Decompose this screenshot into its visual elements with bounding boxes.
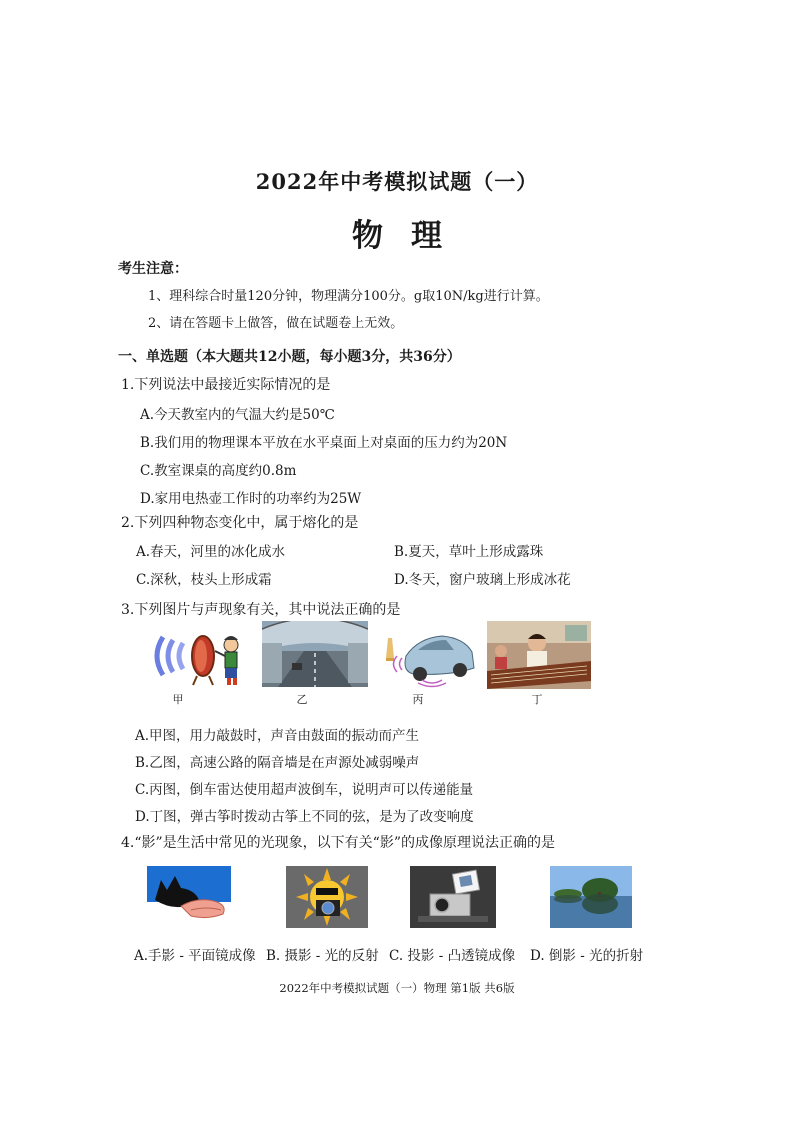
exam-title: 2022年中考模拟试题（一） — [255, 169, 539, 194]
notice-item-2: 2、请在答题卡上做答，做在试题卷上无效。 — [148, 316, 404, 331]
notice-heading: 考生注意： — [118, 261, 188, 277]
notice-item-1: 1、理科综合时量120分钟，物理满分100分。g取10N/kg进行计算。 — [148, 289, 549, 304]
question-2-stem: 2.下列四种物态变化中，属于熔化的是 — [121, 515, 359, 531]
parking-radar-picture — [380, 628, 478, 688]
q1-option-b: B.我们用的物理课本平放在水平桌面上对桌面的压力约为20N — [140, 435, 508, 451]
q4-option-a: A.手影 - 平面镜成像 — [134, 948, 256, 964]
caption-jia: 甲 — [172, 693, 184, 706]
q4-option-b: B. 摄影 - 光的反射 — [266, 948, 379, 964]
q1-option-c: C.教室课桌的高度约0.8m — [140, 463, 297, 479]
drum-picture — [145, 625, 250, 687]
q4-option-d: D. 倒影 - 光的折射 — [530, 948, 644, 964]
projector-picture — [410, 866, 496, 928]
q4-option-c: C. 投影 - 凸透镜成像 — [389, 948, 516, 964]
caption-ding: 丁 — [531, 693, 543, 706]
hand-shadow-picture — [147, 866, 231, 926]
q2-option-a: A.春天，河里的冰化成水 — [136, 544, 286, 560]
question-3-stem: 3.下列图片与声现象有关，其中说法正确的是 — [121, 602, 401, 618]
q3-option-d: D.丁图，弹古筝时拨动古筝上不同的弦，是为了改变响度 — [135, 809, 474, 825]
guzheng-picture — [487, 621, 591, 689]
section-heading: 一、单选题（本大题共12小题，每小题3分，共36分） — [118, 349, 461, 365]
q2-option-b: B.夏天，草叶上形成露珠 — [394, 544, 544, 560]
caption-yi: 乙 — [296, 693, 308, 706]
highway-barrier-picture — [262, 621, 368, 687]
question-4-stem: 4.“影”是生活中常见的光现象，以下有关“影”的成像原理说法正确的是 — [121, 835, 555, 851]
sun-camera-picture — [286, 866, 368, 928]
q2-option-c: C.深秋，枝头上形成霜 — [136, 572, 272, 588]
exam-subject: 物理 — [352, 218, 470, 254]
q1-option-a: A.今天教室内的气温大约是50℃ — [140, 407, 335, 423]
question-1-stem: 1.下列说法中最接近实际情况的是 — [121, 377, 331, 393]
q2-option-d: D.冬天，窗户玻璃上形成冰花 — [394, 572, 571, 588]
caption-bing: 丙 — [412, 693, 424, 706]
q3-option-b: B.乙图，高速公路的隔音墙是在声源处减弱噪声 — [135, 755, 420, 771]
q1-option-d: D.家用电热壶工作时的功率约为25W — [140, 491, 362, 507]
q3-option-c: C.丙图，倒车雷达使用超声波倒车，说明声可以传递能量 — [135, 782, 474, 798]
q3-option-a: A.甲图，用力敲鼓时，声音由鼓面的振动而产生 — [135, 728, 420, 744]
page-footer: 2022年中考模拟试题（一）物理 第1版 共6版 — [279, 981, 515, 995]
lake-reflection-picture — [550, 866, 632, 928]
